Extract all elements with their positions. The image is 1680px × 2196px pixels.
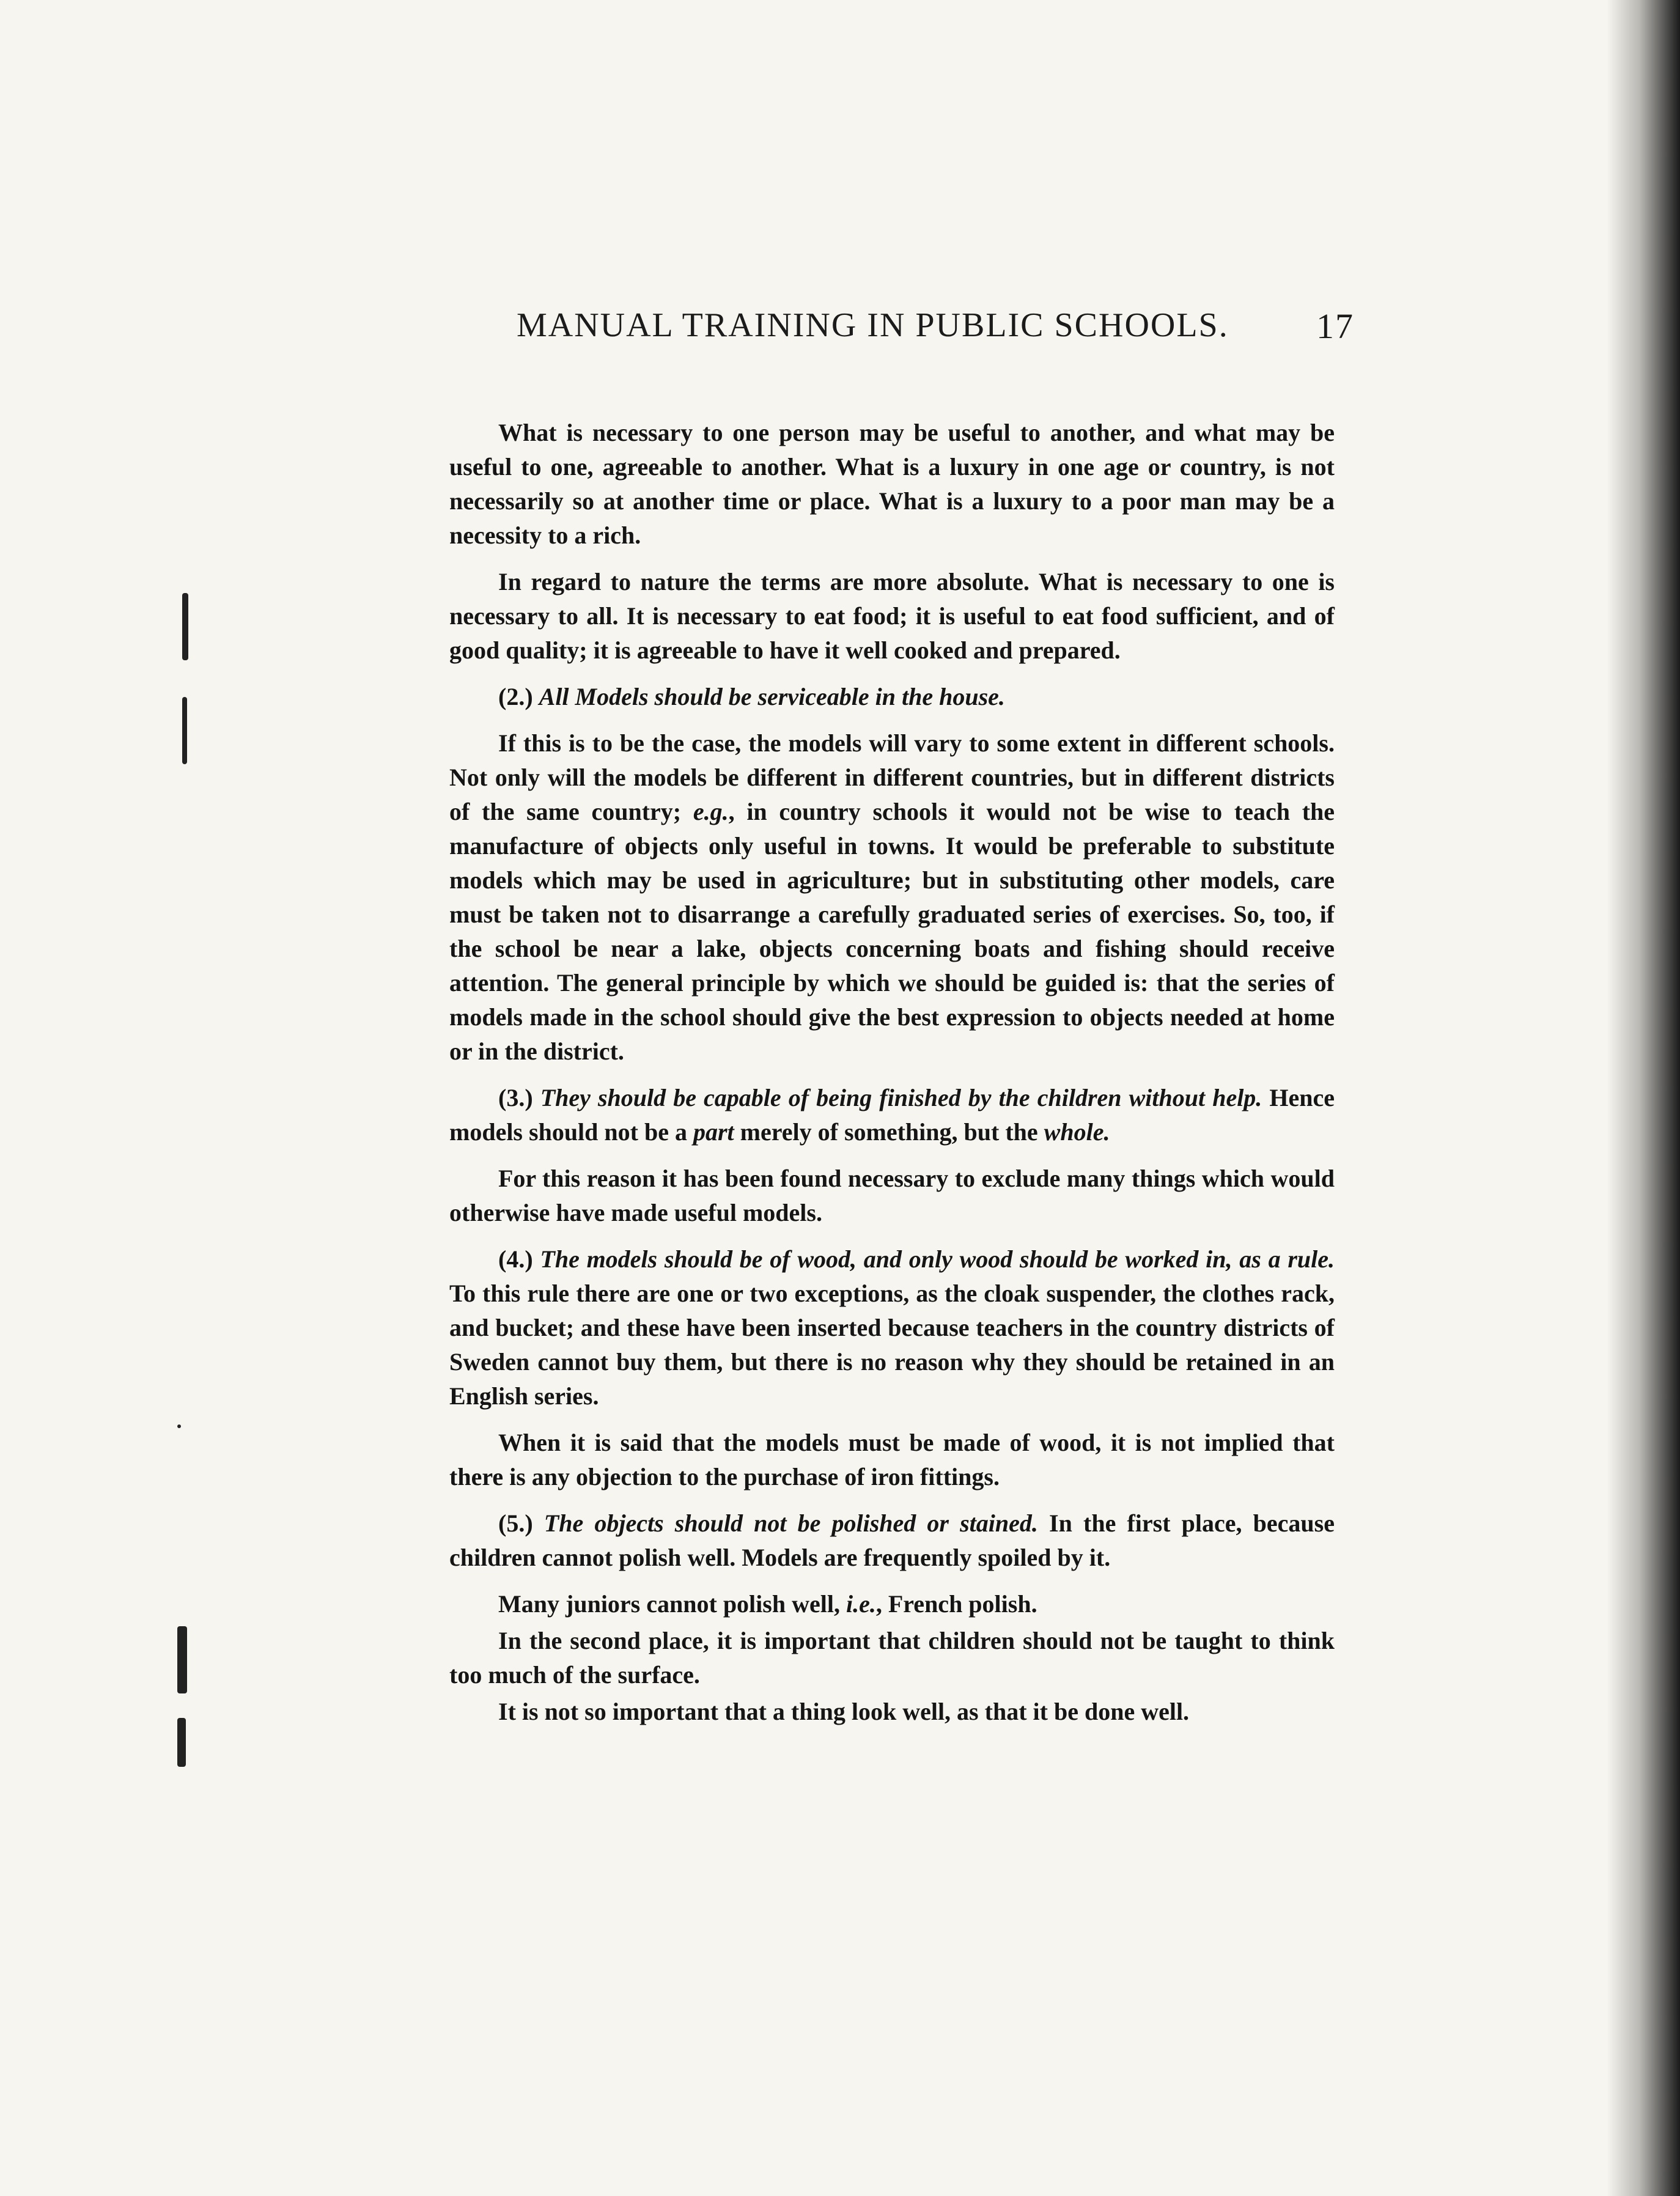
text-run: What is necessary to one person may be useful to another, and what may be useful to one, agreeable to another. What is a luxury in one age or country, is not necessarily so at another time or place. What is a luxury to a poor man may be a necessity to a rich.: [449, 419, 1335, 549]
text-run: In the first place, because children cannot polish well. Models are frequently spoiled by it.: [449, 1509, 1335, 1571]
paragraph: [449, 1624, 1335, 1692]
text-run: , in country schools it would not be wise to teach the manufacture of objects only useful in towns. It would be preferable to substitute models which may be used in agriculture; but in substituting other models, care must be taken not to disarrange a carefully graduated series of exercises. So, too, if the school be near a lake, objects concerning boats and fishing should receive attention. The general principle by which we should be guided is: that the series of models made in the school should give the best expression to objects needed at home or in the district.: [449, 798, 1335, 1065]
paragraph: [449, 680, 1335, 714]
margin-mark: [182, 593, 188, 660]
margin-mark: [177, 1424, 181, 1428]
italic-text: The models should be of wood, and only wood should be worked in, as a rule.: [540, 1245, 1335, 1273]
italic-text: They should be capable of being finished by the children without help.: [540, 1084, 1262, 1111]
text-run: If this is to be the case, the models will vary to some extent in different schools. Not only will the models be different in different countries, but in different districts of the same country;: [449, 729, 1335, 825]
text-run: (2.): [498, 683, 539, 710]
text-run: When it is said that the models must be made of wood, it is not implied that there is any objection to the purchase of iron fittings.: [449, 1429, 1335, 1490]
italic-text: All Models should be serviceable in the house.: [539, 683, 1005, 710]
italic-text: whole.: [1044, 1118, 1110, 1146]
paragraph: [449, 416, 1335, 553]
italic-text: i.e.: [846, 1590, 876, 1618]
page-edge-shadow: [1607, 0, 1680, 2196]
text-run: (4.): [498, 1245, 540, 1273]
text-run: (5.): [498, 1509, 544, 1537]
body-text: [449, 416, 1335, 1741]
paragraph: [449, 1426, 1335, 1494]
paragraph: [449, 726, 1335, 1069]
margin-mark: [182, 697, 187, 764]
paragraph: [449, 565, 1335, 668]
paragraph: [449, 1081, 1335, 1149]
margin-mark: [177, 1718, 186, 1767]
text-run: It is not so important that a thing look well, as that it be done well.: [498, 1698, 1190, 1725]
paragraph: [449, 1242, 1335, 1413]
text-run: In regard to nature the terms are more absolute. What is necessary to one is necessary to all. It is necessary to eat food; it is useful to eat food sufficient, and of good quality; it is agreeable to have it well cooked and prepared.: [449, 568, 1335, 664]
margin-marks: [177, 575, 214, 1736]
text-run: (3.): [498, 1084, 540, 1111]
text-run: merely of something, but the: [734, 1118, 1044, 1146]
italic-text: The objects should not be polished or stained.: [543, 1509, 1038, 1537]
page-number: 17: [1316, 306, 1354, 346]
header-title: MANUAL TRAINING IN PUBLIC SCHOOLS.: [517, 306, 1229, 344]
running-header: [517, 306, 1354, 361]
paragraph: [449, 1506, 1335, 1575]
paragraph: [449, 1695, 1335, 1729]
paragraph: [449, 1162, 1335, 1230]
text-run: For this reason it has been found necessary to exclude many things which would otherwise have made useful models.: [449, 1165, 1335, 1226]
text-run: , French polish.: [875, 1590, 1037, 1618]
paragraph: [449, 1587, 1335, 1621]
text-run: To this rule there are one or two exceptions, as the cloak suspender, the clothes rack, and bucket; and these have been inserted because teachers in the country districts of Sweden cannot buy them, but there is no reason why they should be retained in an English series.: [449, 1280, 1335, 1410]
text-run: Many juniors cannot polish well,: [498, 1590, 846, 1618]
italic-text: e.g.: [693, 798, 729, 825]
text-run: Hence models should not be a: [449, 1084, 1335, 1146]
margin-mark: [177, 1626, 187, 1693]
text-run: In the second place, it is important that children should not be taught to think too much of the surface.: [449, 1627, 1335, 1689]
italic-text: part: [693, 1118, 734, 1146]
